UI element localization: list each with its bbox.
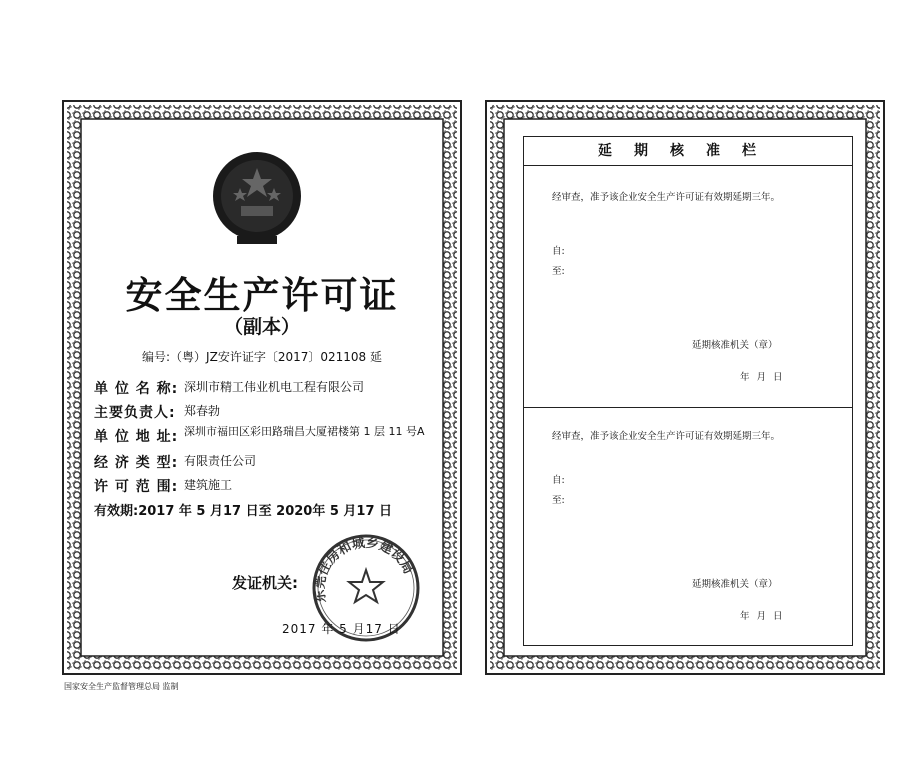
certificate-title: 安全生产许可证 <box>125 274 399 317</box>
field-principal <box>94 402 220 422</box>
extension-table <box>523 136 853 646</box>
issuer-label: 发证机关: <box>232 574 298 592</box>
certificate-subtitle: （副本） <box>223 316 300 338</box>
field-value: 建筑施工 <box>184 478 233 492</box>
issue-date: 2017 年 5 月17 日 <box>282 622 401 636</box>
validity-period: 有效期:2017 年 5 月17 日至 2020年 5 月17 日 <box>94 504 393 519</box>
field-value: 有限责任公司 <box>184 454 257 468</box>
field-label: 主要负责人: <box>94 405 176 421</box>
certificate-number: 编号:（粤）JZ安许证字〔2017〕021108 延 <box>142 350 382 364</box>
extension-section <box>524 167 852 405</box>
to-label: 至: <box>552 495 565 506</box>
approval-date: 年 月 日 <box>740 611 785 622</box>
from-label: 自: <box>552 475 565 486</box>
field-label: 单 位 名 称: <box>94 381 179 397</box>
extension-page <box>485 100 885 675</box>
field-value: 郑春勃 <box>184 404 221 418</box>
extension-statement: 经审查，准予该企业安全生产许可证有效期延期三年。 <box>552 192 781 203</box>
extension-header: 延期核准栏 <box>524 137 852 166</box>
svg-text:东莞住房和城乡建设局 <box>312 535 416 604</box>
approval-agency: 延期核准机关（章） <box>692 579 778 590</box>
national-emblem-icon <box>207 148 307 248</box>
extension-statement: 经审查，准予该企业安全生产许可证有效期延期三年。 <box>552 431 781 442</box>
certificate-page <box>62 100 462 675</box>
field-scope <box>94 476 232 496</box>
approval-date: 年 月 日 <box>740 372 785 383</box>
field-value: 深圳市福田区彩田路瑞昌大厦裙楼第 1 层 11 号A <box>184 425 425 438</box>
seal-text: 东莞住房和城乡建设局 <box>312 535 416 604</box>
field-value: 深圳市精工伟业机电工程有限公司 <box>184 380 365 394</box>
to-label: 至: <box>552 266 565 277</box>
field-label: 许 可 范 围: <box>94 479 179 495</box>
footnote: 国家安全生产监督管理总局 监制 <box>64 682 179 691</box>
extension-section <box>524 407 852 646</box>
approval-agency: 延期核准机关（章） <box>692 340 778 351</box>
from-label: 自: <box>552 246 565 257</box>
field-label: 经 济 类 型: <box>94 455 179 471</box>
field-economic-type <box>94 452 256 472</box>
field-label: 单 位 地 址: <box>94 429 179 445</box>
field-company-name <box>94 378 364 398</box>
field-address <box>94 426 429 446</box>
